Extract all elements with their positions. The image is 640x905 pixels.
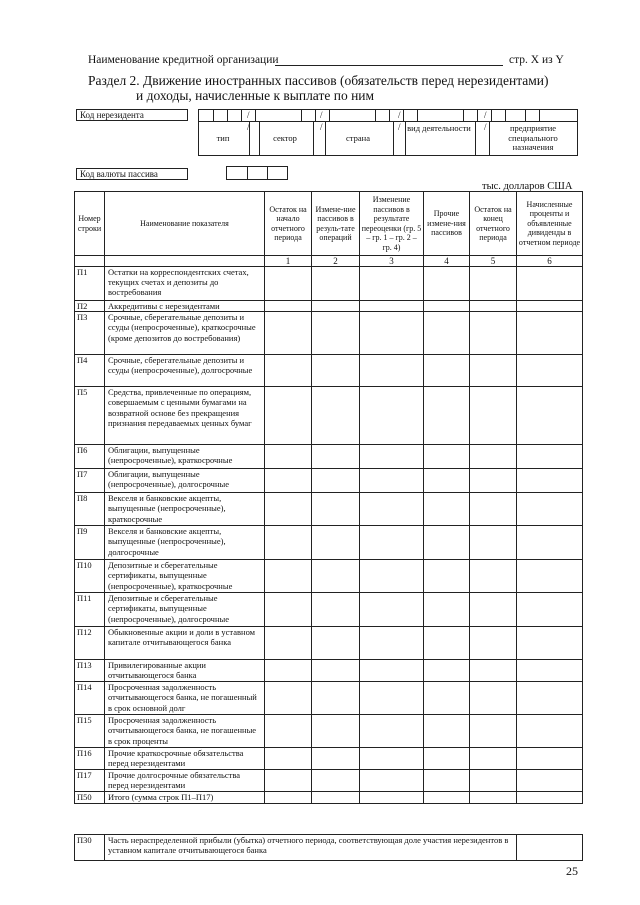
- value-cell[interactable]: [360, 526, 424, 560]
- value-cell[interactable]: [517, 493, 583, 526]
- org-name-label: Наименование кредитной организации: [88, 54, 279, 66]
- row-name: Итого (сумма строк П1–П17): [105, 792, 265, 804]
- col-number: 3: [360, 256, 424, 267]
- value-cell[interactable]: [312, 560, 360, 593]
- value-cell[interactable]: [517, 469, 583, 493]
- value-cell[interactable]: [470, 560, 517, 593]
- value-cell[interactable]: [424, 493, 470, 526]
- header-indicator: Наименование показателя: [105, 192, 265, 256]
- value-cell[interactable]: [312, 660, 360, 682]
- table-row: [75, 526, 583, 560]
- row-code: П2: [75, 301, 105, 312]
- header-other-changes: Прочие измене-ния пассивов: [424, 192, 470, 256]
- value-cell[interactable]: [360, 627, 424, 660]
- value-cell[interactable]: [424, 792, 470, 804]
- table-row: [75, 387, 583, 445]
- row-code: П9: [75, 526, 105, 560]
- value-cell[interactable]: [360, 560, 424, 593]
- value-cell[interactable]: [470, 312, 517, 355]
- table-row: [75, 715, 583, 748]
- table-row: [75, 469, 583, 493]
- value-cell[interactable]: [517, 526, 583, 560]
- value-cell[interactable]: [470, 715, 517, 748]
- slash-1: /: [247, 110, 250, 120]
- value-cell[interactable]: [360, 792, 424, 804]
- value-cell[interactable]: [424, 593, 470, 627]
- value-cell[interactable]: [265, 526, 312, 560]
- value-cell[interactable]: [312, 493, 360, 526]
- header-row-number: Номер строки: [75, 192, 105, 256]
- value-cell[interactable]: [470, 627, 517, 660]
- value-cell[interactable]: [517, 792, 583, 804]
- value-cell[interactable]: [470, 792, 517, 804]
- row-code: П1: [75, 267, 105, 301]
- row-name: Векселя и банковские акцепты, выпущенные (непросроченные), долгосрочные: [105, 526, 265, 560]
- value-cell[interactable]: [517, 835, 583, 861]
- value-cell[interactable]: [360, 301, 424, 312]
- slash-6: /: [320, 122, 323, 132]
- value-cell[interactable]: [265, 660, 312, 682]
- row-name: Облигации, выпущенные (непросроченные), краткосрочные: [105, 445, 265, 469]
- value-cell[interactable]: [470, 748, 517, 770]
- value-cell[interactable]: [424, 267, 470, 301]
- row-code: П7: [75, 469, 105, 493]
- value-cell[interactable]: [517, 560, 583, 593]
- row-code: П6: [75, 445, 105, 469]
- value-cell[interactable]: [360, 748, 424, 770]
- slash-7: /: [398, 122, 401, 132]
- row-code: П13: [75, 660, 105, 682]
- row-name: Аккредитивы с нерезидентами: [105, 301, 265, 312]
- value-cell[interactable]: [424, 301, 470, 312]
- value-cell[interactable]: [265, 682, 312, 715]
- value-cell[interactable]: [312, 355, 360, 387]
- retained-earnings-table: [74, 834, 583, 861]
- currency-code-cells[interactable]: [226, 166, 288, 180]
- row-name: Прочие долгосрочные обязательства перед нерезидентами: [105, 770, 265, 792]
- value-cell[interactable]: [517, 387, 583, 445]
- row-name: Депозитные и сберегательные сертификаты, выпущенные (непросроченные), долгосрочные: [105, 593, 265, 627]
- value-cell[interactable]: [265, 560, 312, 593]
- nonresident-code-cells[interactable]: [198, 109, 578, 122]
- value-cell[interactable]: [517, 593, 583, 627]
- field-sector: сектор: [273, 133, 297, 143]
- value-cell[interactable]: [312, 715, 360, 748]
- value-cell[interactable]: [312, 748, 360, 770]
- currency-code-label: Код валюты пассива: [76, 168, 188, 180]
- value-cell[interactable]: [312, 387, 360, 445]
- value-cell[interactable]: [470, 493, 517, 526]
- col-number: 5: [470, 256, 517, 267]
- row-code: П30: [75, 835, 105, 861]
- value-cell[interactable]: [360, 469, 424, 493]
- org-name-field[interactable]: [275, 53, 503, 66]
- row-code: П12: [75, 627, 105, 660]
- value-cell[interactable]: [265, 627, 312, 660]
- field-type: тип: [216, 133, 230, 143]
- value-cell[interactable]: [424, 560, 470, 593]
- value-cell[interactable]: [517, 627, 583, 660]
- value-cell[interactable]: [360, 593, 424, 627]
- units-label: тыс. долларов США: [482, 181, 573, 192]
- value-cell[interactable]: [517, 301, 583, 312]
- value-cell[interactable]: [312, 770, 360, 792]
- value-cell[interactable]: [470, 770, 517, 792]
- value-cell[interactable]: [424, 715, 470, 748]
- table-row: [75, 835, 583, 861]
- row-name: Прочие краткосрочные обязательства перед нерезидентами: [105, 748, 265, 770]
- value-cell[interactable]: [265, 445, 312, 469]
- value-cell[interactable]: [424, 445, 470, 469]
- value-cell[interactable]: [265, 387, 312, 445]
- row-code: П4: [75, 355, 105, 387]
- value-cell[interactable]: [360, 682, 424, 715]
- value-cell[interactable]: [360, 715, 424, 748]
- value-cell[interactable]: [424, 526, 470, 560]
- table-row: [75, 682, 583, 715]
- value-cell[interactable]: [312, 267, 360, 301]
- value-cell[interactable]: [424, 770, 470, 792]
- value-cell[interactable]: [470, 660, 517, 682]
- row-name: Привилегированные акции отчитывающегося банка: [105, 660, 265, 682]
- value-cell[interactable]: [424, 748, 470, 770]
- value-cell[interactable]: [360, 493, 424, 526]
- table-row: [75, 267, 583, 301]
- table-row: [75, 770, 583, 792]
- col-number: 6: [517, 256, 583, 267]
- value-cell[interactable]: [517, 445, 583, 469]
- slash-2: /: [320, 110, 323, 120]
- value-cell[interactable]: [265, 301, 312, 312]
- header-accrued-interest: Начисленные проценты и объявленные дивиденды в отчетном периоде: [517, 192, 583, 256]
- value-cell[interactable]: [470, 445, 517, 469]
- value-cell[interactable]: [265, 792, 312, 804]
- value-cell[interactable]: [424, 627, 470, 660]
- value-cell[interactable]: [265, 493, 312, 526]
- table-row: [75, 792, 583, 804]
- table-row: [75, 355, 583, 387]
- value-cell[interactable]: [517, 748, 583, 770]
- row-name: Средства, привлеченные по операциям, совершаемым с ценными бумагами на возвратной основе без прекращения признания передаваемых ценных бумаг: [105, 387, 265, 445]
- row-name: Просроченная задолженность отчитывающегося банка, не погашенные в срок проценты: [105, 715, 265, 748]
- table-row: [75, 445, 583, 469]
- table-row: [75, 748, 583, 770]
- value-cell[interactable]: [265, 355, 312, 387]
- column-number-row: [75, 256, 583, 267]
- row-name: Облигации, выпущенные (непросроченные), долгосрочные: [105, 469, 265, 493]
- row-code: П8: [75, 493, 105, 526]
- slash-4: /: [484, 110, 487, 120]
- value-cell[interactable]: [265, 267, 312, 301]
- header-opening-balance: Остаток на начало отчетного периода: [265, 192, 312, 256]
- page-number: 25: [566, 864, 578, 878]
- field-country: страна: [346, 133, 370, 143]
- value-cell[interactable]: [517, 770, 583, 792]
- value-cell[interactable]: [360, 660, 424, 682]
- value-cell[interactable]: [517, 682, 583, 715]
- value-cell[interactable]: [424, 312, 470, 355]
- value-cell[interactable]: [312, 301, 360, 312]
- value-cell[interactable]: [360, 445, 424, 469]
- header-operations-change: Измене-ние пассивов в резуль-тате операций: [312, 192, 360, 256]
- row-name: Обыкновенные акции и доли в уставном капитале отчитывающегося банка: [105, 627, 265, 660]
- value-cell[interactable]: [265, 312, 312, 355]
- value-cell[interactable]: [360, 355, 424, 387]
- slash-3: /: [398, 110, 401, 120]
- value-cell[interactable]: [360, 312, 424, 355]
- row-name: Срочные, сберегательные депозиты и ссуды (непросроченные), долгосрочные: [105, 355, 265, 387]
- value-cell[interactable]: [360, 267, 424, 301]
- table-row: [75, 560, 583, 593]
- value-cell[interactable]: [312, 627, 360, 660]
- value-cell[interactable]: [265, 469, 312, 493]
- value-cell[interactable]: [470, 387, 517, 445]
- row-name: Просроченная задолженность отчитывающегося банка, не погашенный в срок основной долг: [105, 682, 265, 715]
- value-cell[interactable]: [424, 682, 470, 715]
- value-cell[interactable]: [312, 312, 360, 355]
- row-code: П10: [75, 560, 105, 593]
- value-cell[interactable]: [312, 792, 360, 804]
- value-cell[interactable]: [424, 469, 470, 493]
- value-cell[interactable]: [470, 301, 517, 312]
- table-row: [75, 660, 583, 682]
- row-code: П16: [75, 748, 105, 770]
- value-cell[interactable]: [265, 593, 312, 627]
- col-number: 4: [424, 256, 470, 267]
- field-spv: предприятие специального назначения: [508, 123, 558, 152]
- row-code: П15: [75, 715, 105, 748]
- section-title-line1: Раздел 2. Движение иностранных пассивов (обязательств перед нерезидентами): [88, 73, 549, 88]
- value-cell[interactable]: [265, 715, 312, 748]
- slash-8: /: [484, 122, 487, 132]
- table-row: [75, 301, 583, 312]
- field-activity: вид деятельности: [407, 123, 471, 133]
- value-cell[interactable]: [360, 387, 424, 445]
- nonresident-code-label: Код нерезидента: [76, 109, 188, 121]
- row-name: Срочные, сберегательные депозиты и ссуды (непросроченные), краткосрочные (кроме депозитов до востребования): [105, 312, 265, 355]
- value-cell[interactable]: [517, 312, 583, 355]
- section-title-line2: и доходы, начисленные к выплате по ним: [136, 88, 375, 103]
- value-cell[interactable]: [517, 267, 583, 301]
- col-number: 2: [312, 256, 360, 267]
- value-cell[interactable]: [470, 355, 517, 387]
- row-name: Депозитные и сберегательные сертификаты, выпущенные (непросроченные), краткосрочные: [105, 560, 265, 593]
- row-code: П50: [75, 792, 105, 804]
- value-cell[interactable]: [517, 715, 583, 748]
- value-cell[interactable]: [424, 355, 470, 387]
- row-code: П3: [75, 312, 105, 355]
- value-cell[interactable]: [517, 660, 583, 682]
- slash-5: /: [247, 122, 250, 132]
- page-ref: стр. X из Y: [509, 54, 564, 66]
- row-code: П17: [75, 770, 105, 792]
- value-cell[interactable]: [470, 682, 517, 715]
- value-cell[interactable]: [312, 593, 360, 627]
- table-row: [75, 493, 583, 526]
- value-cell[interactable]: [312, 682, 360, 715]
- value-cell[interactable]: [312, 526, 360, 560]
- row-name: Остатки на корреспондентских счетах, текущих счетах и депозиты до востребования: [105, 267, 265, 301]
- row-code: П14: [75, 682, 105, 715]
- row-code: П11: [75, 593, 105, 627]
- value-cell[interactable]: [265, 770, 312, 792]
- value-cell[interactable]: [517, 355, 583, 387]
- value-cell[interactable]: [470, 469, 517, 493]
- liabilities-table: [74, 191, 583, 804]
- value-cell[interactable]: [424, 387, 470, 445]
- table-row: [75, 312, 583, 355]
- value-cell[interactable]: [312, 469, 360, 493]
- row-name: Часть нераспределенной прибыли (убытка) отчетного периода, соответствующая доле участия нерезидентов в уставном капитале отчитывающегося банка: [105, 835, 517, 861]
- value-cell[interactable]: [360, 770, 424, 792]
- value-cell[interactable]: [470, 593, 517, 627]
- value-cell[interactable]: [470, 526, 517, 560]
- value-cell[interactable]: [470, 267, 517, 301]
- value-cell[interactable]: [265, 748, 312, 770]
- table-row: [75, 627, 583, 660]
- col-number: 1: [265, 256, 312, 267]
- header-revaluation-change: Изменение пассивов в результате переоценки (гр. 5 – гр. 1 – гр. 2 – гр. 4): [360, 192, 424, 256]
- row-name: Векселя и банковские акцепты, выпущенные (непросроченные), краткосрочные: [105, 493, 265, 526]
- row-code: П5: [75, 387, 105, 445]
- header-closing-balance: Остаток на конец отчетного периода: [470, 192, 517, 256]
- value-cell[interactable]: [424, 660, 470, 682]
- table-header-row: [75, 192, 583, 256]
- table-row: [75, 593, 583, 627]
- value-cell[interactable]: [312, 445, 360, 469]
